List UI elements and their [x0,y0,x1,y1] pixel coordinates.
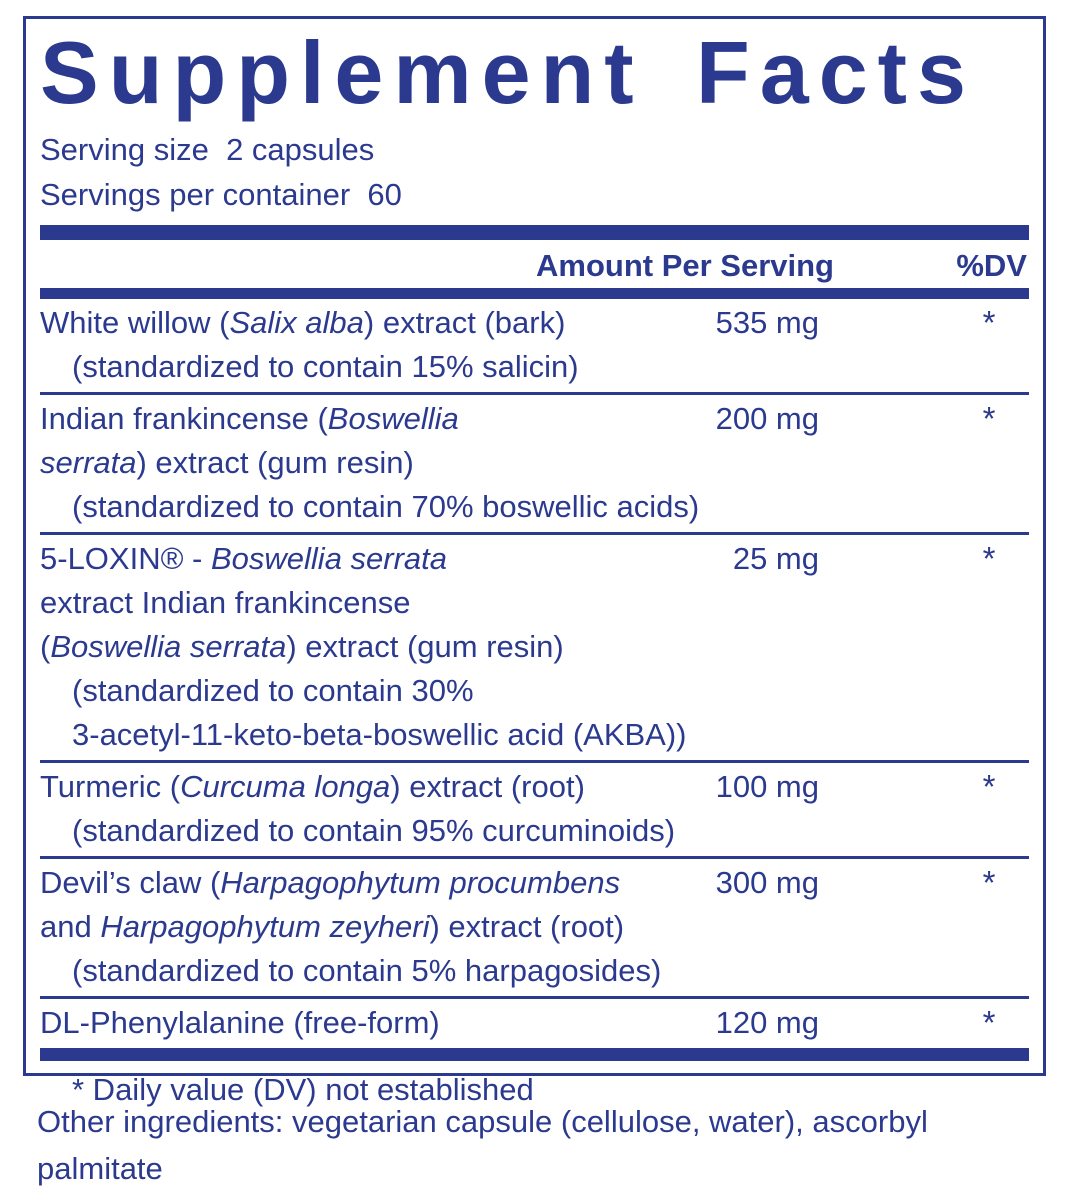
ingredient-row [40,760,1029,856]
amount-value: 25 mg [732,540,819,576]
dv-value: * [982,303,996,341]
ingredient-line: extract Indian frankincense [40,584,411,620]
amount-value: 300 mg [715,864,819,900]
amount-per-serving-header: Amount Per Serving [536,247,834,283]
ingredient-row [40,299,1029,392]
ingredient-line: Indian frankincense (Boswellia [40,400,459,436]
amount-value: 100 mg [715,768,819,804]
ingredient-line: Devil’s claw (Harpagophytum procumbens [40,864,621,900]
ingredient-line: and Harpagophytum zeyheri) extract (root) [40,908,625,944]
amount-value: 200 mg [715,400,819,436]
thick-rule-top [40,225,1029,240]
other-ingredients: Other ingredients: vegetarian capsule (cellulose, water), ascorbyl palmitate [37,1104,928,1186]
dv-value: * [982,863,996,901]
ingredient-line: (standardized to contain 30% [72,672,474,708]
percent-dv-header: %DV [956,247,1027,283]
ingredient-rows [40,299,1029,1048]
ingredient-line: (Boswellia serrata) extract (gum resin) [40,628,564,664]
ingredient-line: White willow (Salix alba) extract (bark) [40,304,566,340]
dv-value: * [982,767,996,805]
ingredient-line: (standardized to contain 70% boswellic acids) [72,488,700,524]
ingredient-row [40,996,1029,1048]
ingredient-line: (standardized to contain 15% salicin) [72,348,579,384]
thick-rule-bottom [40,1048,1029,1061]
thick-rule-header [40,288,1029,299]
servings-per-container: Servings per container 60 [40,176,402,212]
dv-footnote: * Daily value (DV) not established [72,1071,534,1107]
ingredient-line: DL-Phenylalanine (free-form) [40,1004,440,1040]
amount-value: 120 mg [715,1004,819,1040]
ingredient-line: serrata) extract (gum resin) [40,444,414,480]
amount-value: 535 mg [715,304,819,340]
column-header-row [40,240,1029,288]
ingredient-line: (standardized to contain 5% harpagosides) [72,952,662,988]
ingredient-row [40,532,1029,760]
ingredient-line: 5-LOXIN® - Boswellia serrata [40,540,448,576]
dv-value: * [982,539,996,577]
ingredient-line: 3-acetyl-11-keto-beta-boswellic acid (AKBA)) [72,716,687,752]
ingredient-line: Turmeric (Curcuma longa) extract (root) [40,768,585,804]
ingredient-row [40,856,1029,996]
serving-size: Serving size 2 capsules [40,131,375,167]
ingredient-line: (standardized to contain 95% curcuminoids) [72,812,676,848]
ingredient-row [40,392,1029,532]
dv-value: * [982,1003,996,1041]
dv-value: * [982,399,996,437]
panel-title: Supplement Facts [40,23,976,122]
supplement-facts-panel [23,16,1046,1107]
